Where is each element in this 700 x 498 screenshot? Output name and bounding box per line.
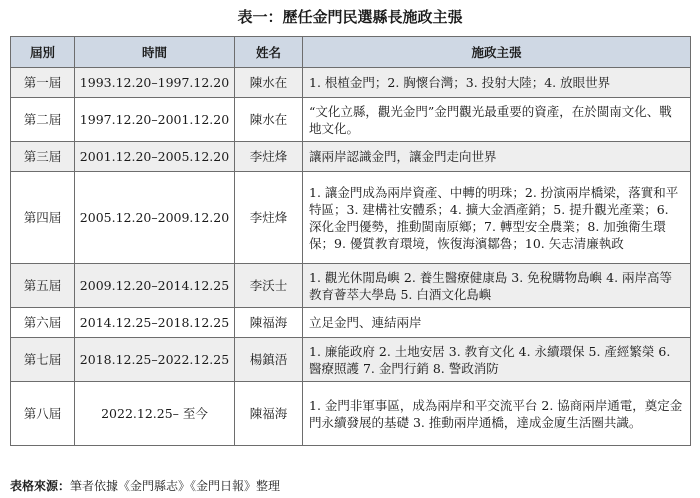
- governor-policy-table: [10, 36, 691, 446]
- cell-term: 第二屆: [11, 98, 75, 142]
- cell-policy: 1. 根植金門；2. 胸懷台灣；3. 投射大陸；4. 放眼世界: [303, 68, 691, 98]
- table-row: [11, 68, 691, 98]
- cell-period: 2001.12.20–2005.12.20: [75, 142, 235, 172]
- cell-period: 2022.12.25– 至今: [75, 382, 235, 446]
- header-name: 姓名: [235, 37, 303, 68]
- table-row: [11, 172, 691, 264]
- cell-policy: 1. 讓金門成為兩岸資產、中轉的明珠；2. 扮演兩岸橋梁，落實和平特區；3. 建構社安體系；4. 擴大金酒產銷；5. 提升觀光產業；6. 深化金門優勢，推動閩南原鄉；7. 轉型安全農業；8. 加強衛生環保；9. 優質教育環境，恢復海濱鄒魯；10. 矢志清廉執政: [303, 172, 691, 264]
- table-header-row: [11, 37, 691, 68]
- table-row: [11, 308, 691, 338]
- cell-policy: 1. 金門非軍事區，成為兩岸和平交流平台 2. 協商兩岸通電，奠定金門永續發展的基礎 3. 推動兩岸通橋，達成金廈生活圈共識。: [303, 382, 691, 446]
- cell-term: 第三屆: [11, 142, 75, 172]
- cell-term: 第八屆: [11, 382, 75, 446]
- cell-name: 陳水在: [235, 98, 303, 142]
- cell-name: 陳福海: [235, 308, 303, 338]
- table-row: [11, 338, 691, 382]
- cell-period: 2005.12.20–2009.12.20: [75, 172, 235, 264]
- cell-policy: “文化立縣，觀光金門”金門觀光最重要的資產，在於閩南文化、戰地文化。: [303, 98, 691, 142]
- table-title: 表一：歷任金門民選縣長施政主張: [237, 8, 463, 26]
- cell-period: 2014.12.25–2018.12.25: [75, 308, 235, 338]
- cell-period: 1993.12.20–1997.12.20: [75, 68, 235, 98]
- cell-name: 李沃士: [235, 264, 303, 308]
- cell-name: 陳水在: [235, 68, 303, 98]
- table-row: [11, 382, 691, 446]
- table-row: [11, 264, 691, 308]
- cell-term: 第四屆: [11, 172, 75, 264]
- cell-period: 2009.12.20–2014.12.25: [75, 264, 235, 308]
- cell-policy: 1. 觀光休閒島嶼 2. 養生醫療健康島 3. 免稅購物島嶼 4. 兩岸高等教育薈萃大學島 5. 白酒文化島嶼: [303, 264, 691, 308]
- cell-name: 楊鎮浯: [235, 338, 303, 382]
- header-policy: 施政主張: [303, 37, 691, 68]
- table-source-note: [10, 477, 280, 494]
- source-label: 表格來源：: [10, 479, 71, 493]
- header-period: 時間: [75, 37, 235, 68]
- cell-policy: 立足金門、連結兩岸: [303, 308, 691, 338]
- header-term: 屆別: [11, 37, 75, 68]
- cell-term: 第一屆: [11, 68, 75, 98]
- cell-name: 李炷烽: [235, 172, 303, 264]
- cell-name: 陳福海: [235, 382, 303, 446]
- cell-term: 第七屆: [11, 338, 75, 382]
- cell-name: 李炷烽: [235, 142, 303, 172]
- source-text: 筆者依據《金門縣志》《金門日報》整理: [70, 479, 281, 493]
- cell-term: 第五屆: [11, 264, 75, 308]
- cell-policy: 讓兩岸認識金門，讓金門走向世界: [303, 142, 691, 172]
- cell-period: 1997.12.20–2001.12.20: [75, 98, 235, 142]
- table-row: [11, 98, 691, 142]
- cell-term: 第六屆: [11, 308, 75, 338]
- cell-policy: 1. 廉能政府 2. 土地安居 3. 教育文化 4. 永續環保 5. 產經繁榮 6. 醫療照護 7. 金門行銷 8. 警政消防: [303, 338, 691, 382]
- table-row: [11, 142, 691, 172]
- cell-period: 2018.12.25–2022.12.25: [75, 338, 235, 382]
